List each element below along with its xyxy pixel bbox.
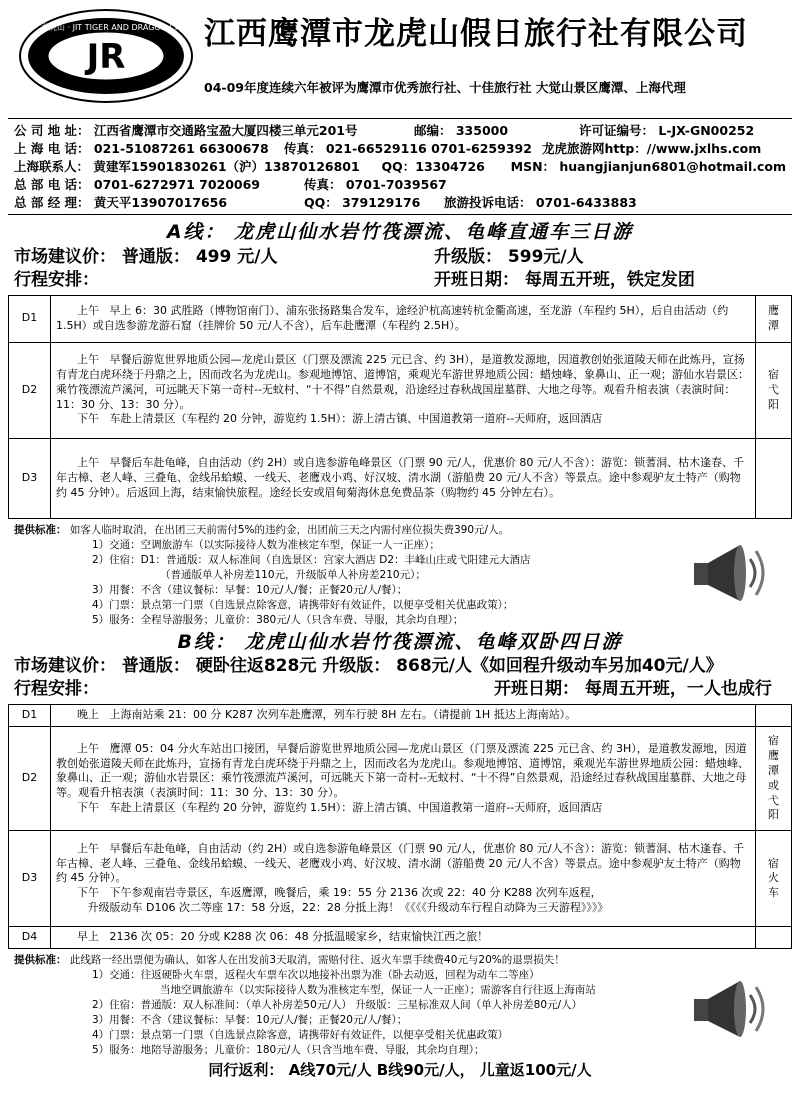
table-row <box>9 927 792 949</box>
route-a-cancel-note: 如客人临时取消，在出团三天前需付5%的违约金，出团前三天之内需付座位损失费390元/人。 <box>69 523 510 536</box>
stay-cell <box>756 705 792 727</box>
table-row <box>9 438 792 518</box>
route-b-price: 市场建议价： 普通版： 硬卧往返828元 升级版： 868元/人《如回程升级动车另加40元/人》 <box>14 656 723 677</box>
megaphone-icon <box>690 533 774 613</box>
logo-ring-text: 中国 · 龙虎山 · JIT TIGER AND DRAGON CHINA <box>17 23 195 32</box>
itinerary-text: 晚上 上海南站乘 21：00 分 K287 次列车赴鹰潭，列车行驶 8H 左右。（请提前 1H 抵达上海南站）。 <box>51 705 756 727</box>
itinerary-text: 上午 早餐后车赴龟峰，自由活动（约 2H）或自选参游龟峰景区（门票 90 元/人，优惠价 80 元/人不含）：游览：锁蓍洞、枯木逢春、千年古樟、老人峰、三叠龟、金线吊蛤蟆、一线天、老鹰戏小鸡、好汉坡、清水湖（游船费 20 元/人不含）等景点。途中参观驴友土特产（购物约 45 分钟）。后返回上海，结束愉快旅程。途经长安或眉甸菊海休息免费品茶（购物约 45 分钟左右）。 <box>51 438 756 518</box>
day-cell: D3 <box>9 438 51 518</box>
fax: 传真： 021-66529116 0701-6259392 <box>284 141 532 156</box>
megaphone-icon <box>690 969 774 1049</box>
route-b-provisions <box>8 949 792 1058</box>
route-a-schedule-row <box>8 269 792 292</box>
table-row <box>9 831 792 927</box>
stay-cell <box>756 438 792 518</box>
qq-number-2: QQ： 379129176 <box>304 195 421 210</box>
route-a-itinerary-table <box>8 295 792 519</box>
license: 许可证编号： L-JX-GN00252 <box>579 123 755 138</box>
website-link[interactable]: 龙虎旅游网http：//www.jxlhs.com <box>542 141 762 156</box>
header <box>8 0 792 118</box>
list-item: 当地空调旅游车（以实际接待人数为准核定车型，保证一人一正座）；需游客自行往返上海南站 <box>160 984 596 997</box>
route-b-departure: 开班日期： 每周五开班，一人也成行 <box>494 679 772 700</box>
route-b-provide-title: 提供标准： <box>14 954 67 967</box>
stay-cell: 宿 火 车 <box>756 831 792 927</box>
route-a-upgrade-price: 升级版： 599元/人 <box>434 246 584 267</box>
route-a-provisions <box>8 519 792 628</box>
stay-cell: 宿 鹰 潭 或 弋 阳 <box>756 727 792 831</box>
list-item: 2）住宿：普通版：双人标准间：（单人补房差50元/人） 升级版：三星标准双人间（单人补房差80元/人） <box>92 999 583 1012</box>
list-item: （普通版单人补房差110元，升级版单人补房差210元）； <box>160 568 426 581</box>
table-row <box>9 705 792 727</box>
route-b-itinerary-table <box>8 704 792 949</box>
manager: 总 部 经 理： 黄天平13907017656 <box>14 195 228 210</box>
list-item: 2）住宿：D1：普通版：双人标准间（自选景区：宫家大酒店 D2：丰峰山庄或弋阳建元大酒店 <box>92 553 531 566</box>
table-row <box>9 342 792 438</box>
route-b-schedule-label: 行程安排： <box>14 679 99 700</box>
stay-cell: 宿 弋 阳 <box>756 342 792 438</box>
day-cell: D2 <box>9 342 51 438</box>
logo-text: JR <box>86 37 126 77</box>
itinerary-text: 上午 早上 6：30 武胜路（博物馆南门）、浦东张扬路集合发车，途经沪杭高速转杭金衢高速，至龙游（车程约 5H），后自由活动（约 1.5H）或自选参游龙游石窟（挂牌价 50 元/人不含），后车赴鹰潭（车程约 2.5H）。 <box>51 295 756 342</box>
list-item: 4）门票：景点第一门票（自选景点除客意，请携带好有效证件，以便享受相关优惠政策） <box>92 1029 509 1042</box>
day-cell: D1 <box>9 295 51 342</box>
list-item: 4）门票：景点第一门票（自选景点除客意，请携带好有效证件，以便享受相关优惠政策）； <box>92 598 514 611</box>
address: 公 司 地 址： 江西省鹰潭市交通路宝盈大厦四楼三单元201号 <box>14 123 358 138</box>
list-item: 5）服务：全程导游服务；儿童价：380元/人（只含车费、导服，其余均自理）； <box>92 613 464 626</box>
rebate-footer: 同行返利： A线70元/人 B线90元/人， 儿童返100元/人 <box>208 1061 592 1080</box>
tagline: 04-09年度连续六年被评为鹰潭市优秀旅行社、十佳旅行社 大觉山景区鹰潭、上海代理 <box>204 80 686 95</box>
route-b-cancel-note: 此线路一经出票便为确认，如客人在出发前3天取消，需赔付往、返火车票手续费40元与20%的退票损失！ <box>69 954 565 967</box>
route-a-schedule-label: 行程安排： <box>14 269 99 290</box>
route-b-header <box>8 628 792 656</box>
stay-cell <box>756 927 792 949</box>
route-a-title: A线： 龙虎山仙水岩竹筏漂流、龟峰直通车三日游 <box>166 221 634 243</box>
itinerary-text: 早上 2136 次 05：20 分或 K288 次 06：48 分抵温暖家乡，结束愉快江西之旅！ <box>51 927 756 949</box>
list-item: 3）用餐：不含（建议餐标：早餐：10元/人/餐；正餐20元/人/餐）； <box>92 583 408 596</box>
company-logo <box>16 6 196 106</box>
route-a-departure: 开班日期： 每周五开班，铁定发团 <box>434 269 695 290</box>
list-item: 1）交通：空调旅游车（以实际接待人数为准核定车型，保证一人一正座）； <box>92 538 440 551</box>
hq-phone: 总 部 电 话： 0701-6272971 7020069 <box>14 177 261 192</box>
day-cell: D3 <box>9 831 51 927</box>
shanghai-contact: 上海联系人： 黄建军15901830261（沪）13870126801 <box>14 159 360 174</box>
hq-fax: 传真： 0701-7039567 <box>304 177 447 192</box>
route-b-schedule-row <box>8 678 792 701</box>
list-item: 1）交通：往返硬卧火车票，返程火车票车次以地接补出票为准（卧去动返，回程为动车二等座） <box>92 969 540 982</box>
company-name: 江西鹰潭市龙虎山假日旅行社有限公司 <box>204 16 748 52</box>
day-cell: D2 <box>9 727 51 831</box>
route-b-price-row <box>8 655 792 678</box>
table-row <box>9 727 792 831</box>
contact-block <box>8 118 792 214</box>
day-cell: D4 <box>9 927 51 949</box>
itinerary-text: 上午 早餐后车赴龟峰，自由活动（约 2H）或自选参游龟峰景区（门票 90 元/人，优惠价 80 元/人不含）：游览：锁蓍洞、枯木逢春、千年古樟、老人峰、三叠龟、金线吊蛤蟆、一线天、老鹰戏小鸡、好汉坡、清水湖（游船费 20 元/人不含）等景点。途中参观驴友土特产（购物约 45 分钟）。 下午 下午参观南岩寺景区，车返鹰潭，晚餐后，乘 19：55 分 2136 次或 22：40 分 K288 次列车返程， 升级版动车 D106 次二等座 17：58 分返，22：28 分抵上海！《《《《升级动车行程自动降为三天游程》》》》 <box>51 831 756 927</box>
postcode: 邮编： 335000 <box>414 123 509 138</box>
route-a-header <box>8 214 792 246</box>
table-row <box>9 295 792 342</box>
route-a-provide-title: 提供标准： <box>14 523 67 536</box>
list-item: 5）服务：地陪导游服务；儿童价：180元/人（只含当地车费、导服，其余均自理）； <box>92 1044 485 1057</box>
qq-number: QQ：13304726 <box>381 159 485 174</box>
msn-address[interactable]: MSN： huangjianjun6801@hotmail.com <box>510 159 786 174</box>
route-a-price: 市场建议价： 普通版： 499 元/人 <box>14 246 278 267</box>
route-a-price-row <box>8 246 792 269</box>
complaint-phone: 旅游投诉电话： 0701-6433883 <box>444 195 637 210</box>
day-cell: D1 <box>9 705 51 727</box>
shanghai-phone: 上 海 电 话： 021-51087261 66300678 <box>14 141 269 156</box>
itinerary-text: 上午 鹰潭 05：04 分火车站出口接团，早餐后游览世界地质公园—龙虎山景区（门票及漂流 225 元已含、约 3H），是道教发源地，因道教创始张道陵天师在此炼丹，宣扬有青龙白虎环绕于丹鼎之上，因而改名为龙虎山。参观地博馆、道博馆，乘观光车游世界地质公园：蜡烛峰、象鼻山、正一观；游仙水岩景区：乘竹筏漂流芦溪河，可远眺天下第一奇村--无蚊村、“十不得”自然景观，沿途经过春秋战国崖墓群、大地之母等。观看升棺表演（表演时间：11：30 分、13：30 分）。 下午 车赴上清景区（车程约 20 分钟，游览约 1.5H）：游上清古镇、中国道教第一道府--天师府，返回酒店 <box>51 727 756 831</box>
list-item: 3）用餐：不含（建议餐标：早餐：10元/人/餐；正餐20元/人/餐）； <box>92 1014 408 1027</box>
stay-cell: 鹰 潭 <box>756 295 792 342</box>
itinerary-text: 上午 早餐后游览世界地质公园—龙虎山景区（门票及漂流 225 元已含、约 3H），是道教发源地，因道教创始张道陵天师在此炼丹，宣扬有青龙白虎环绕于丹鼎之上，因而改名为龙虎山。参观地博馆、道博馆，乘观光车游世界地质公园：蜡烛峰、象鼻山、正一观；游仙水岩景区：乘竹筏漂流芦溪河，可远眺天下第一奇村--无蚊村、“十不得”自然景观，沿途经过春秋战国崖墓群、大地之母等。观看升棺表演（表演时间：11：30 分、13：30 分）。 下午 车赴上清景区（车程约 20 分钟，游览约 1.5H）：游上清古镇、中国道教第一道府--天师府，返回酒店 <box>51 342 756 438</box>
route-b-title: B线： 龙虎山仙水岩竹筏漂流、龟峰双卧四日游 <box>177 630 623 653</box>
